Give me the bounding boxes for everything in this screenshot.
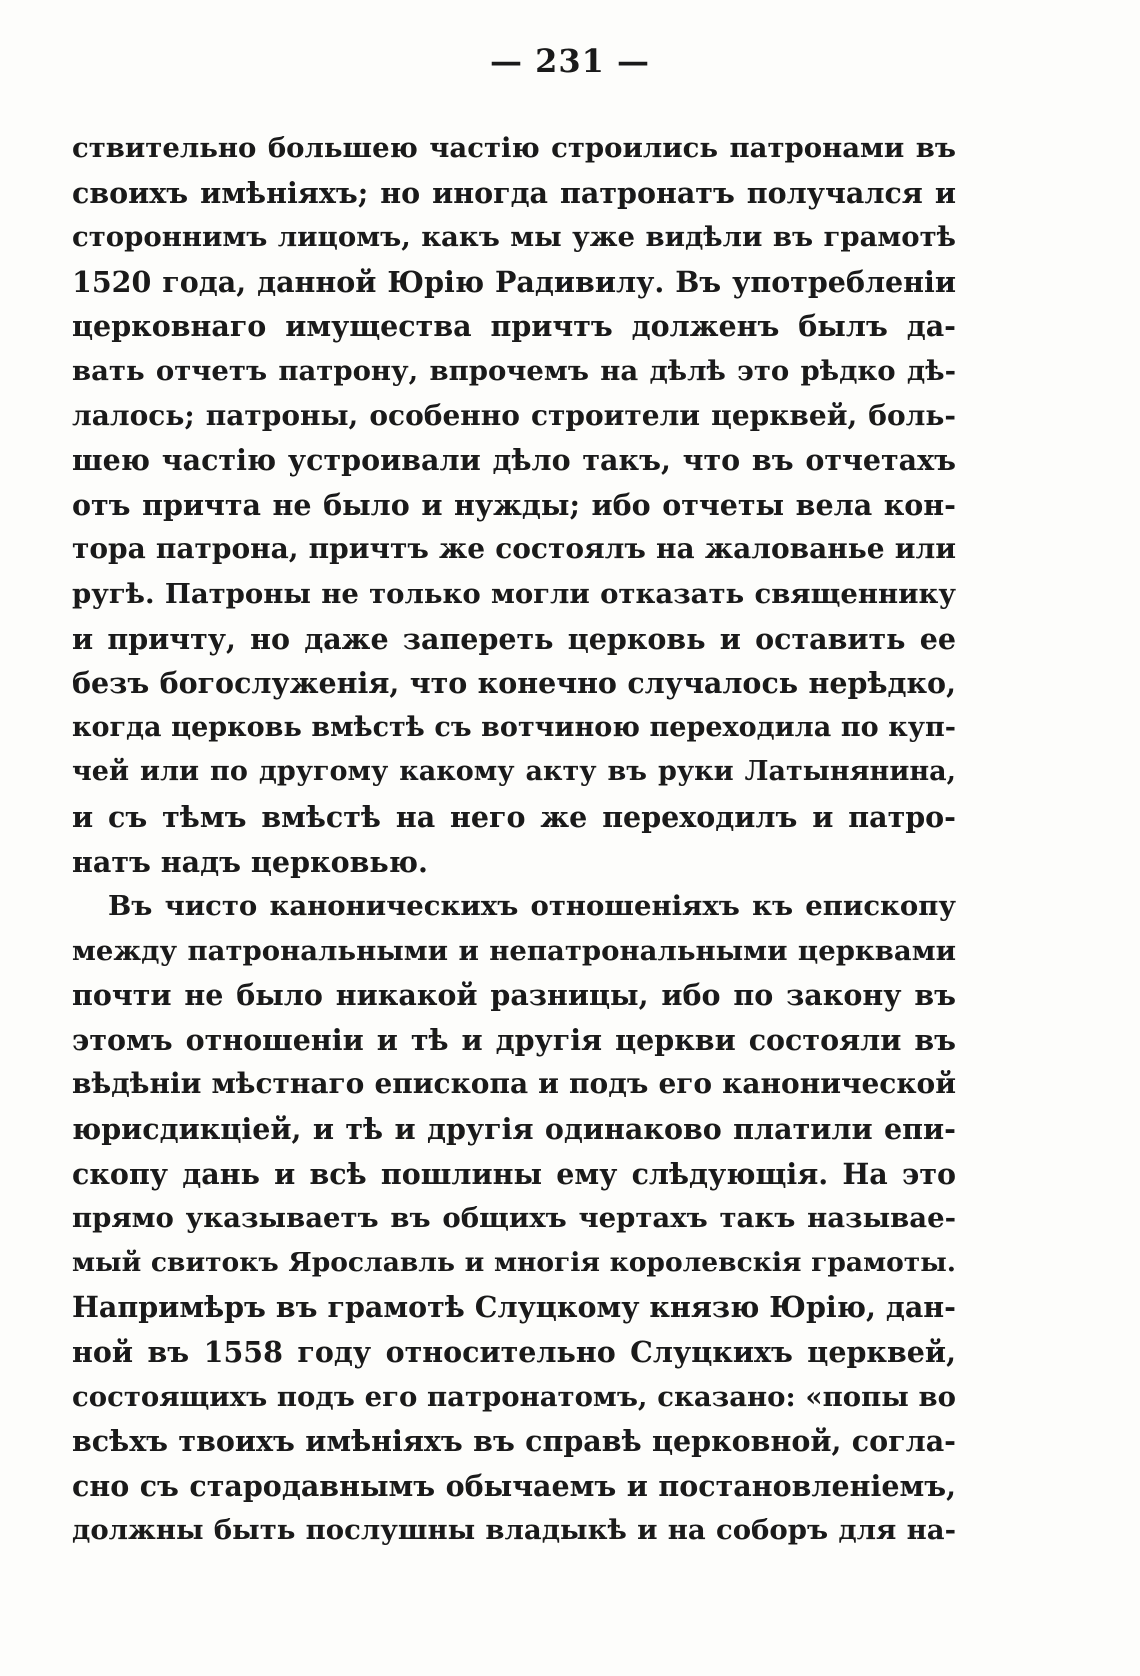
- text-line: безъ богослуженія, что конечно случалось нерѣдко,: [72, 666, 956, 701]
- text-line: стороннимъ лицомъ, какъ мы уже видѣли въ грамотѣ: [72, 221, 956, 254]
- text-line: почти не было никакой разницы, ибо по закону въ: [72, 978, 956, 1013]
- text-line: вѣдѣніи мѣстнаго епископа и подъ его канонической: [72, 1067, 956, 1101]
- text-line: состоящихъ подъ его патронатомъ, сказано: «попы во: [72, 1380, 956, 1413]
- text-line: сно съ стародавнымъ обычаемъ и постановленіемъ,: [72, 1468, 956, 1503]
- text-line: и причту, но даже запереть церковь и оставить ее: [72, 621, 956, 656]
- text-line: должны быть послушны владыкѣ и на соборъ для на-: [72, 1514, 956, 1547]
- text-line: Напримѣръ въ грамотѣ Слуцкому князю Юрію, дан-: [72, 1290, 956, 1325]
- page-number: — 231 —: [489, 42, 651, 80]
- text-line: скопу дань и всѣ пошлины ему слѣдующія. На это: [72, 1156, 956, 1191]
- text-line: этомъ отношеніи и тѣ и другія церкви состояли въ: [72, 1022, 956, 1057]
- text-line: между патрональными и непатрональными церквами: [72, 934, 956, 967]
- text-line: своихъ имѣніяхъ; но иногда патронатъ получался и: [72, 175, 956, 210]
- text-line: чей или по другому какому акту въ руки Латынянина,: [72, 756, 956, 788]
- text-line: 1520 года, данной Юрію Радивилу. Въ употребленіи: [72, 264, 956, 299]
- text-line: ствительно большею частію строились патронами въ: [72, 132, 956, 164]
- text-line: лалось; патроны, особенно строители церквей, боль-: [72, 398, 956, 432]
- text-line: отъ причта не было и нужды; ибо отчеты вела кон-: [72, 487, 956, 522]
- text-line: шею частію устроивали дѣло такъ, что въ отчетахъ: [72, 443, 956, 478]
- text-line: всѣхъ твоихъ имѣніяхъ въ справѣ церковной, согла-: [72, 1424, 956, 1459]
- text-line: и съ тѣмъ вмѣстѣ на него же переходилъ и патро-: [72, 799, 956, 834]
- text-line: мый свитокъ Ярославль и многія королевскія грамоты.: [72, 1246, 956, 1278]
- paragraph-1: [72, 126, 956, 884]
- text-line: когда церковь вмѣстѣ съ вотчиною переходила по куп-: [72, 711, 956, 743]
- text-line: вать отчетъ патрону, впрочемъ на дѣлѣ это рѣдко дѣ-: [72, 354, 956, 387]
- text-line: Въ чисто каноническихъ отношеніяхъ къ епископу: [108, 890, 956, 923]
- text-line: тора патрона, причтъ же состоялъ на жалованье или: [72, 532, 956, 566]
- text-line: церковнаго имущества причтъ долженъ былъ да-: [72, 309, 956, 344]
- text-line: натъ надъ церковью.: [72, 844, 428, 879]
- body-text: [72, 126, 956, 1553]
- text-line: ной въ 1558 году относительно Слуцкихъ церквей,: [72, 1335, 956, 1370]
- paragraph-2: [72, 884, 956, 1553]
- text-line: юрисдикціей, и тѣ и другія одинаково платили епи-: [72, 1112, 956, 1147]
- text-line: ругѣ. Патроны не только могли отказать священнику: [72, 577, 956, 610]
- text-line: прямо указываетъ въ общихъ чертахъ такъ называе-: [72, 1202, 956, 1235]
